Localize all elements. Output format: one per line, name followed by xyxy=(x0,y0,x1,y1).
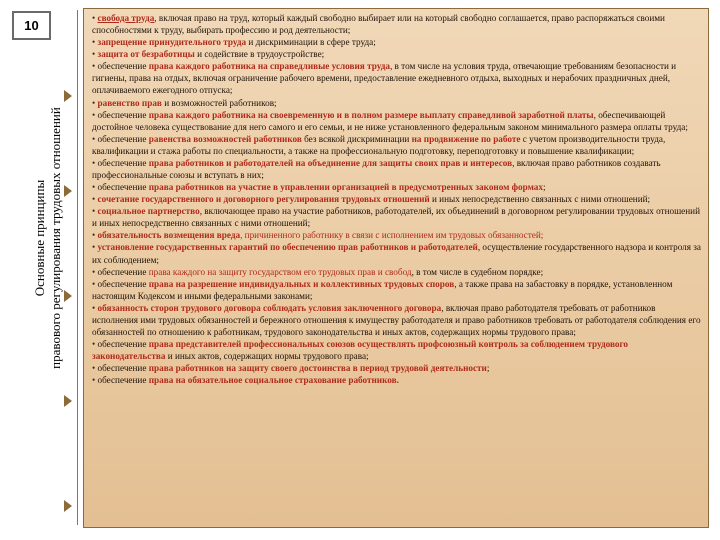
principle-text: , включая право на труд, который каждый свободно выбирает или на который свободно соглашается, право распоряжаться своими способностями к труду, выбирать профессию и род деятельности; xyxy=(92,13,665,36)
arrow-icon xyxy=(64,290,72,302)
bullet-icon: • xyxy=(92,13,98,23)
principle-text: и иных непосредственно связанных с ними отношений; xyxy=(429,194,651,205)
principle-highlight: обязанность сторон трудового договора соблюдать условия заключенного договора xyxy=(97,302,442,313)
principle-text: и содействие в трудоустройстве; xyxy=(194,49,325,60)
decorative-arrows xyxy=(58,90,80,530)
principle-text: обеспечение xyxy=(97,375,149,386)
principle-text: обеспечение xyxy=(97,182,149,193)
bullet-icon: • xyxy=(92,278,98,289)
side-title-line-1: Основные принципы xyxy=(32,179,47,297)
principle-text: ; xyxy=(486,363,490,374)
principle-highlight: социальное партнерство xyxy=(97,206,200,217)
principle-item xyxy=(92,12,701,36)
principle-item xyxy=(92,229,701,241)
bullet-icon: • xyxy=(92,49,98,60)
bullet-icon: • xyxy=(92,302,98,313)
principle-item xyxy=(92,60,701,96)
bullet-icon: • xyxy=(92,363,98,374)
slide-number: 10 xyxy=(12,11,51,40)
principle-item xyxy=(92,48,701,60)
principle-item xyxy=(92,266,701,278)
principle-highlight: права каждого работника на справедливые условия труда xyxy=(148,61,390,72)
principle-highlight: права на обязательное социальное страхование работников. xyxy=(148,375,399,386)
principle-text: , а также права на забастовку в порядке, установленном настоящим Кодексом и иными федеральными законами; xyxy=(92,278,673,301)
principle-text: , обеспечивающей достойное человека существование для него самого и его семьи, и не ниже установленного федеральным законом минимального размера оплаты труда; xyxy=(92,109,688,132)
principle-highlight: равенство прав xyxy=(97,97,162,108)
principle-text: обеспечение xyxy=(97,363,149,374)
principle-text: обеспечение xyxy=(97,109,149,120)
arrow-icon xyxy=(64,395,72,407)
arrow-icon xyxy=(64,90,72,102)
principle-item xyxy=(92,278,701,302)
bullet-icon: • xyxy=(92,61,98,72)
principle-highlight: права каждого на защиту государством его трудовых прав и свобод xyxy=(148,266,412,277)
bullet-icon: • xyxy=(92,37,98,48)
principle-highlight: защита от безработицы xyxy=(97,49,195,60)
bullet-icon: • xyxy=(92,133,98,144)
principle-text: и возможностей работников; xyxy=(161,97,277,108)
principle-item xyxy=(92,97,701,109)
principle-item xyxy=(92,157,701,181)
principle-highlight: права на разрешение индивидуальных и коллективных трудовых споров xyxy=(148,278,455,289)
principle-text: , в том числе в судебном порядке; xyxy=(411,266,544,277)
principle-highlight: права работников на защиту своего достоинства в период трудовой деятельности xyxy=(148,363,487,374)
principle-item xyxy=(92,133,701,157)
principle-text: , в том числе на условия труда, отвечающие требованиям безопасности и гигиены, права на отдых, включая ограничение рабочего времени, предоставление ежедневного отдыха, выходных и нерабочих праздничных дней, оплачиваемого ежегодного отпуска; xyxy=(92,61,677,96)
principle-text: без всякой дискриминации xyxy=(301,133,412,144)
principles-list xyxy=(83,8,709,528)
bullet-icon: • xyxy=(92,194,98,205)
principle-highlight: права каждого работника на своевременную и в полном размере выплату справедливой заработной платы xyxy=(148,109,594,120)
arrow-icon xyxy=(64,185,72,197)
principle-item xyxy=(92,362,701,374)
principle-text: обеспечение xyxy=(97,61,149,72)
principle-item xyxy=(92,302,701,338)
bullet-icon: • xyxy=(92,182,98,193)
principle-item xyxy=(92,338,701,362)
principle-item xyxy=(92,374,701,386)
principle-highlight: , причиненного работнику в связи с исполнением им трудовых обязанностей; xyxy=(240,230,544,241)
bullet-icon: • xyxy=(92,97,98,108)
bullet-icon: • xyxy=(92,266,98,277)
bullet-icon: • xyxy=(92,109,98,120)
principle-text: , включая право работодателя требовать от работников исполнения ими трудовых обязанностей и бережного отношения к имуществу работодателя и право работников требовать от работодателя соблюдения его обязанностей по отношению к работникам, трудового законодательства и иных актов, содержащих нормы трудового права; xyxy=(92,302,701,338)
principle-text: , осуществление государственного надзора и контроля за их соблюдением; xyxy=(92,242,701,265)
bullet-icon: • xyxy=(92,206,98,217)
principle-text: , включающее право на участие работников, работодателей, их объединений в договорном регулировании трудовых отношений и иных непосредственно связанных с ними отношений; xyxy=(92,206,700,229)
principle-highlight: на продвижение по работе xyxy=(411,133,521,144)
principle-highlight: права работников и работодателей на объединение для защиты своих прав и интересов xyxy=(148,157,513,168)
principle-text: обеспечение xyxy=(97,339,149,350)
principle-text: обеспечение xyxy=(97,278,149,289)
principle-text: и дискриминации в сфере труда; xyxy=(246,37,376,48)
principle-text: ; xyxy=(543,182,546,193)
principle-text: обеспечение xyxy=(97,157,149,168)
principle-highlight: обязательность возмещения вреда xyxy=(97,230,241,241)
principle-text: с учетом производительности труда, квалификации и стажа работы по специальности, а также на профессиональную подготовку, переподготовку и повышение квалификации; xyxy=(92,133,666,156)
principle-highlight: запрещение принудительного труда xyxy=(97,37,247,48)
bullet-icon: • xyxy=(92,339,98,350)
principle-text: обеспечение xyxy=(97,133,149,144)
principle-item xyxy=(92,109,701,133)
principle-text: и иных актов, содержащих нормы трудового права; xyxy=(165,351,369,362)
principle-highlight: права представителей профессиональных союзов осуществлять профсоюзный контроль за соблюдением трудового законодательства xyxy=(92,339,629,362)
principle-item xyxy=(92,241,701,265)
principle-highlight: свобода труда xyxy=(97,13,155,23)
arrow-icon xyxy=(64,500,72,512)
principle-highlight: установление государственных гарантий по обеспечению прав работников и работодателей xyxy=(97,242,478,253)
bullet-icon: • xyxy=(92,242,98,253)
principle-item xyxy=(92,36,701,48)
principle-highlight: равенства возможностей работников xyxy=(148,133,302,144)
principle-text: , включая право работников создавать профессиональные союзы и вступать в них; xyxy=(92,157,661,181)
bullet-icon: • xyxy=(92,157,98,168)
side-title-line-2: правового регулирования трудовых отношений xyxy=(48,107,63,369)
bullet-icon: • xyxy=(92,375,98,386)
principle-item xyxy=(92,181,701,193)
principle-highlight: права работников на участие в управлении организацией в предусмотренных законом формах xyxy=(148,182,543,193)
bullet-icon: • xyxy=(92,230,98,241)
principle-item xyxy=(92,193,701,205)
principle-text: обеспечение xyxy=(97,266,149,277)
principle-highlight: сочетание государственного и договорного регулирования трудовых отношений xyxy=(97,194,430,205)
principle-item xyxy=(92,205,701,229)
